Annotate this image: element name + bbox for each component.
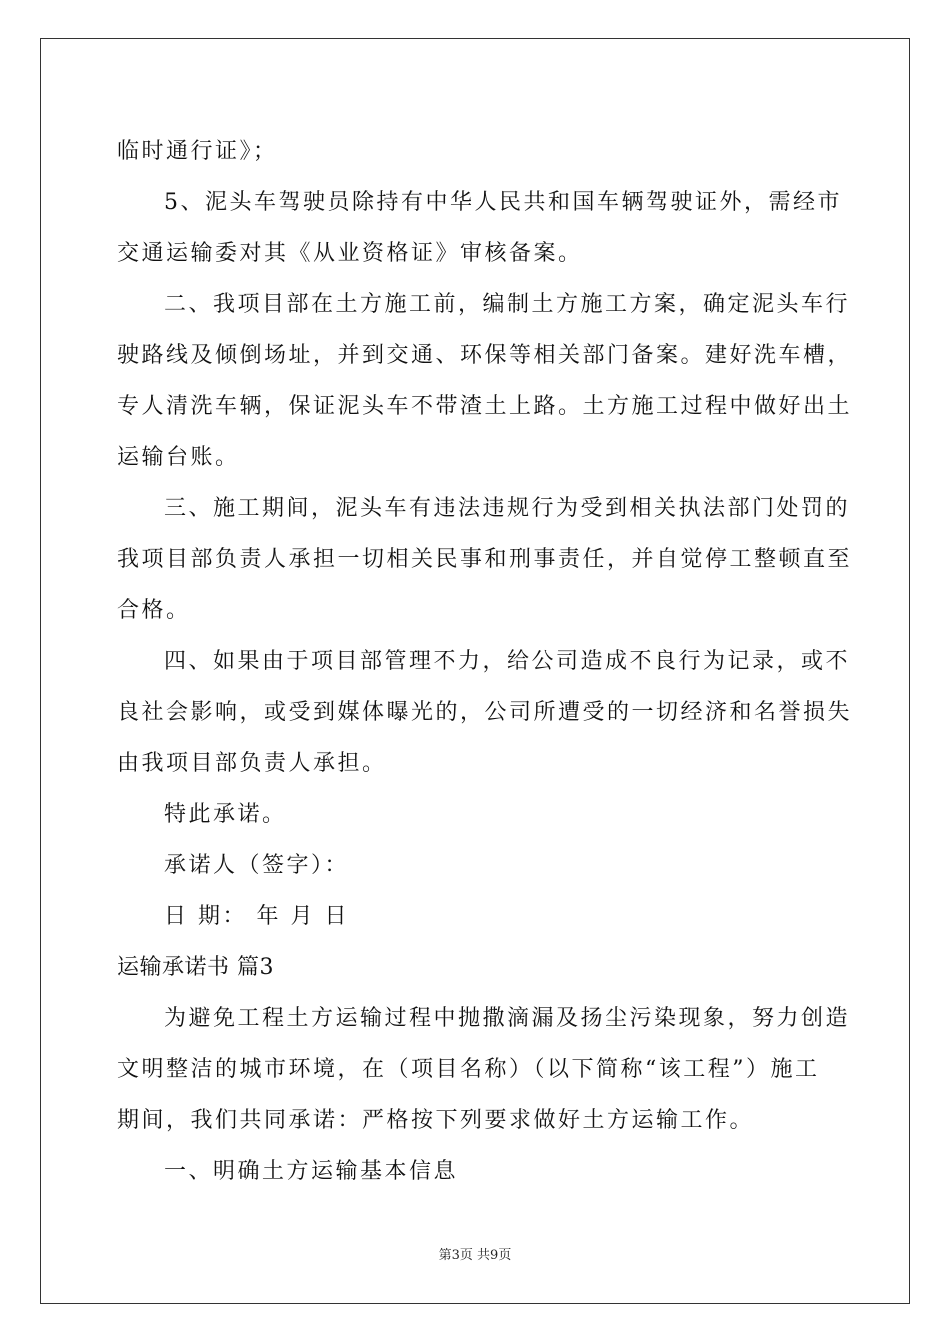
text-line: 专人清洗车辆，保证泥头车不带渣土上路。土方施工过程中做好出土 bbox=[117, 394, 853, 419]
text-line: 特此承诺。 bbox=[164, 802, 287, 827]
text-line: 良社会影响，或受到媒体曝光的，公司所遭受的一切经济和名誉损失 bbox=[117, 700, 853, 725]
page-footer: 第3页 共9页 bbox=[438, 1248, 512, 1263]
text-line: 我项目部负责人承担一切相关民事和刑事责任，并自觉停工整顿直至 bbox=[117, 547, 853, 572]
text-line: 由我项目部负责人承担。 bbox=[117, 751, 387, 776]
text-line: 二、我项目部在土方施工前，编制土方施工方案，确定泥头车行 bbox=[164, 292, 851, 317]
text-line: 临时通行证》； bbox=[117, 139, 278, 164]
text-line: 5、泥头车驾驶员除持有中华人民共和国车辆驾驶证外，需经市 bbox=[164, 190, 842, 215]
date-line: 日 期： 年 月 日 bbox=[164, 904, 349, 929]
section-heading: 运输承诺书 篇3 bbox=[117, 955, 274, 980]
text-line: 四、如果由于项目部管理不力，给公司造成不良行为记录，或不 bbox=[164, 649, 851, 674]
text-line: 驶路线及倾倒场址，并到交通、环保等相关部门备案。建好洗车槽， bbox=[117, 343, 853, 368]
text-line: 期间，我们共同承诺：严格按下列要求做好土方运输工作。 bbox=[117, 1108, 755, 1133]
text-line: 一、明确土方运输基本信息 bbox=[164, 1159, 459, 1184]
signature-line: 承诺人（签字）： bbox=[164, 853, 350, 878]
text-line: 文明整洁的城市环境，在（项目名称）（以下简称“该工程”）施工 bbox=[117, 1057, 820, 1082]
document-body bbox=[117, 126, 853, 1197]
text-line: 交通运输委对其《从业资格证》审核备案。 bbox=[117, 241, 583, 266]
text-line: 运输台账。 bbox=[117, 445, 240, 470]
text-line: 为避免工程土方运输过程中抛撒滴漏及扬尘污染现象，努力创造 bbox=[164, 1006, 851, 1031]
text-line: 三、施工期间，泥头车有违法违规行为受到相关执法部门处罚的 bbox=[164, 496, 851, 521]
text-line: 合格。 bbox=[117, 598, 191, 623]
